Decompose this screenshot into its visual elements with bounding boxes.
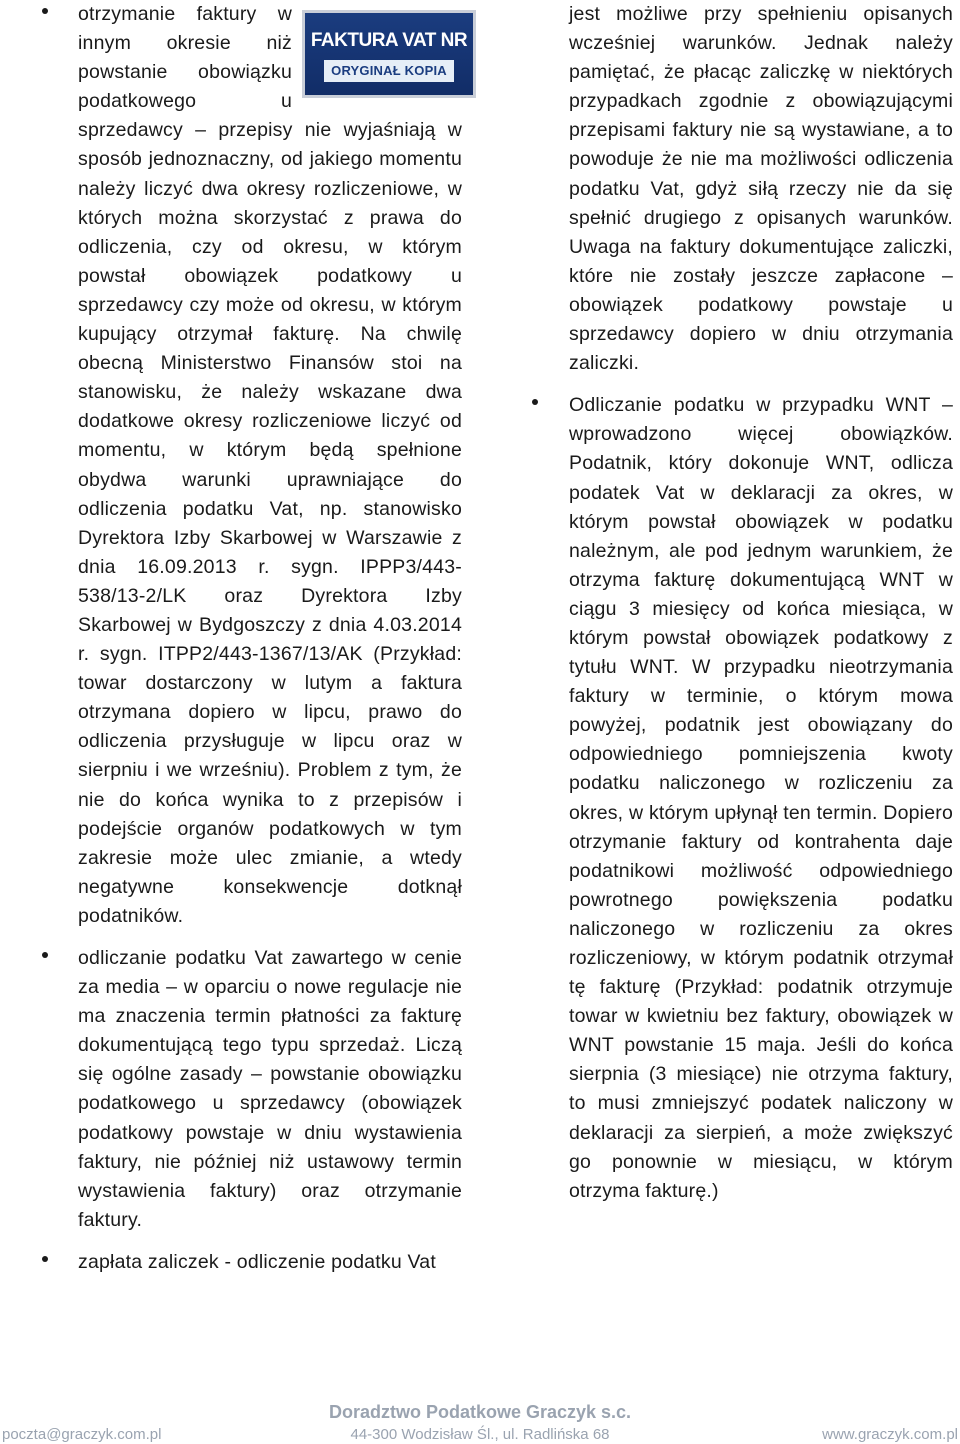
list-item [0,0,480,931]
footer-address: 44-300 Wodzisław Śl., ul. Radlińska 68 [350,1426,610,1443]
continued-paragraph: jest możliwe przy spełnieniu opisanych wcześniej warunków. Jednak należy pamiętać, że płacąc zaliczkę w niektórych przypadkach zgodnie z obowiązującymi przepisami faktury nie są wystawiane, a to powoduje że nie ma możliwości odliczenia podatku Vat, gdyż siłą rzeczy nie da się spełnić drugiego z opisanych warunków. Uwaga na faktury dokumentujące zaliczki, które nie zostały jeszcze zapłacone – obowiązek podatkowy powstaje u sprzedawcy dopiero w dniu otrzymania zaliczki. [569,3,953,375]
logo-subtitle: ORYGINAŁ KOPIA [324,60,454,82]
page-footer [0,1400,960,1444]
list-item [0,1248,480,1277]
list-item [0,944,480,1235]
list-item-content [0,0,468,931]
footer-email-link[interactable]: poczta@graczyk.com.pl [2,1426,162,1443]
spacer [0,931,480,944]
footer-company: Doradztwo Podatkowe Graczyk s.c. [328,1402,632,1422]
spacer [0,1235,480,1248]
list-item-text: zapłata zaliczek - odliczenie podatku Vat [78,1250,436,1273]
left-bullet-list [0,0,480,1277]
right-bullet-list [526,391,960,1206]
right-column [526,0,960,1206]
invoice-logo-image [302,10,476,98]
list-item-text: odliczanie podatku Vat zawartego w cenie za media – w oparciu o nowe regulacje nie ma znaczenia termin płatności za fakturę dokumentującą tego typu sprzedaż. Liczą się ogólne zasady – powstanie obowiązku podatkowego u sprzedawcy (obowiązek podatkowy powstaje w dniu wystawienia faktury, nie później niż ustawowy termin wystawienia faktury) oraz otrzymanie faktury. [78,947,462,1231]
spacer [526,378,960,391]
bullet-icon [42,8,48,14]
footer-website-link[interactable]: www.graczyk.com.pl [822,1426,958,1443]
logo-title: FAKTURA VAT NR [310,30,468,51]
list-item [526,391,960,1206]
list-item-text: Odliczanie podatku w przypadku WNT – wprowadzono więcej obowiązków. Podatnik, który dokonuje WNT, odlicza podatek Vat w deklaracji za okres, w którym powstał obowiązek w podatku należnym, ale pod jednym warunkiem, że otrzyma fakturę dokumentującą WNT w ciągu 3 miesięcy od końca miesiąca, w którym powstał obowiązek podatkowy z tytułu WNT. W przypadku nieotrzymania faktury w terminie, o którym mowa powyżej, podatnik jest obowiązany do odpowiedniego pomniejszenia kwoty podatku naliczonego w rozliczeniu za okres, w którym upłynął ten termin. Dopiero otrzymanie faktury od kontrahenta daje podatnikowi możliwość odpowiedniego powrotnego powiększenia podatku naliczonego w rozliczeniu za okres rozliczeniowy, w którym podatnik otrzymał tę fakturę (Przykład: podatnik otrzymuje towar w kwietniu bez faktury, obowiązek w WNT powstanie 15 maja. Jeśli do końca sierpnia (3 miesiące) nie otrzyma faktury, to musi zmniejszyć podatek naliczony w deklaracji za sierpień, a może zwiększyć go ponownie w miesiącu, w którym otrzyma fakturę.) [569,394,953,1202]
bullet-icon [42,1256,48,1262]
list-item-text: otrzymanie faktury w innym okresie niż powstanie obowiązku podatkowego u sprzedawcy – przepisy nie wyjaśniają w sposób jednoznaczny, od jakiego momentu należy liczyć dwa okresy rozliczeniowe, w których można skorzystać z prawa do odliczenia, czy od okresu, w którym powstał obowiązek podatkowy u sprzedawcy czy może od okresu, w którym kupujący otrzymał fakturę. Na chwilę obecną Ministerstwo Finansów stoi na stanowisku, że należy wskazane dwa dodatkowe okresy rozliczeniowe liczyć od momentu, w którym będą spełnione obydwa warunki uprawniające do odliczenia podatku Vat, np. stanowisko Dyrektora Izby Skarbowej w Warszawie z dnia 16.09.2013 r. sygn. IPPP3/443-538/13-2/LK oraz Dyrektora Izby Skarbowej w Bydgoszczy z dnia 4.03.2014 r. sygn. ITPP2/443-1367/13/AK (Przykład: towar dostarczony w lutym a faktura otrzymana dopiero w lipcu, prawo do odliczenia przysługuje w lipcu oraz w sierpniu i we wrześniu). Problem z tym, że nie do końca wynika to z przepisów i podejście organów podatkowych w tym zakresie może ulec zmianie, a wtedy negatywne konsekwencje dotknął podatników. [78,3,462,927]
left-column [0,0,480,1277]
bullet-icon [42,952,48,958]
